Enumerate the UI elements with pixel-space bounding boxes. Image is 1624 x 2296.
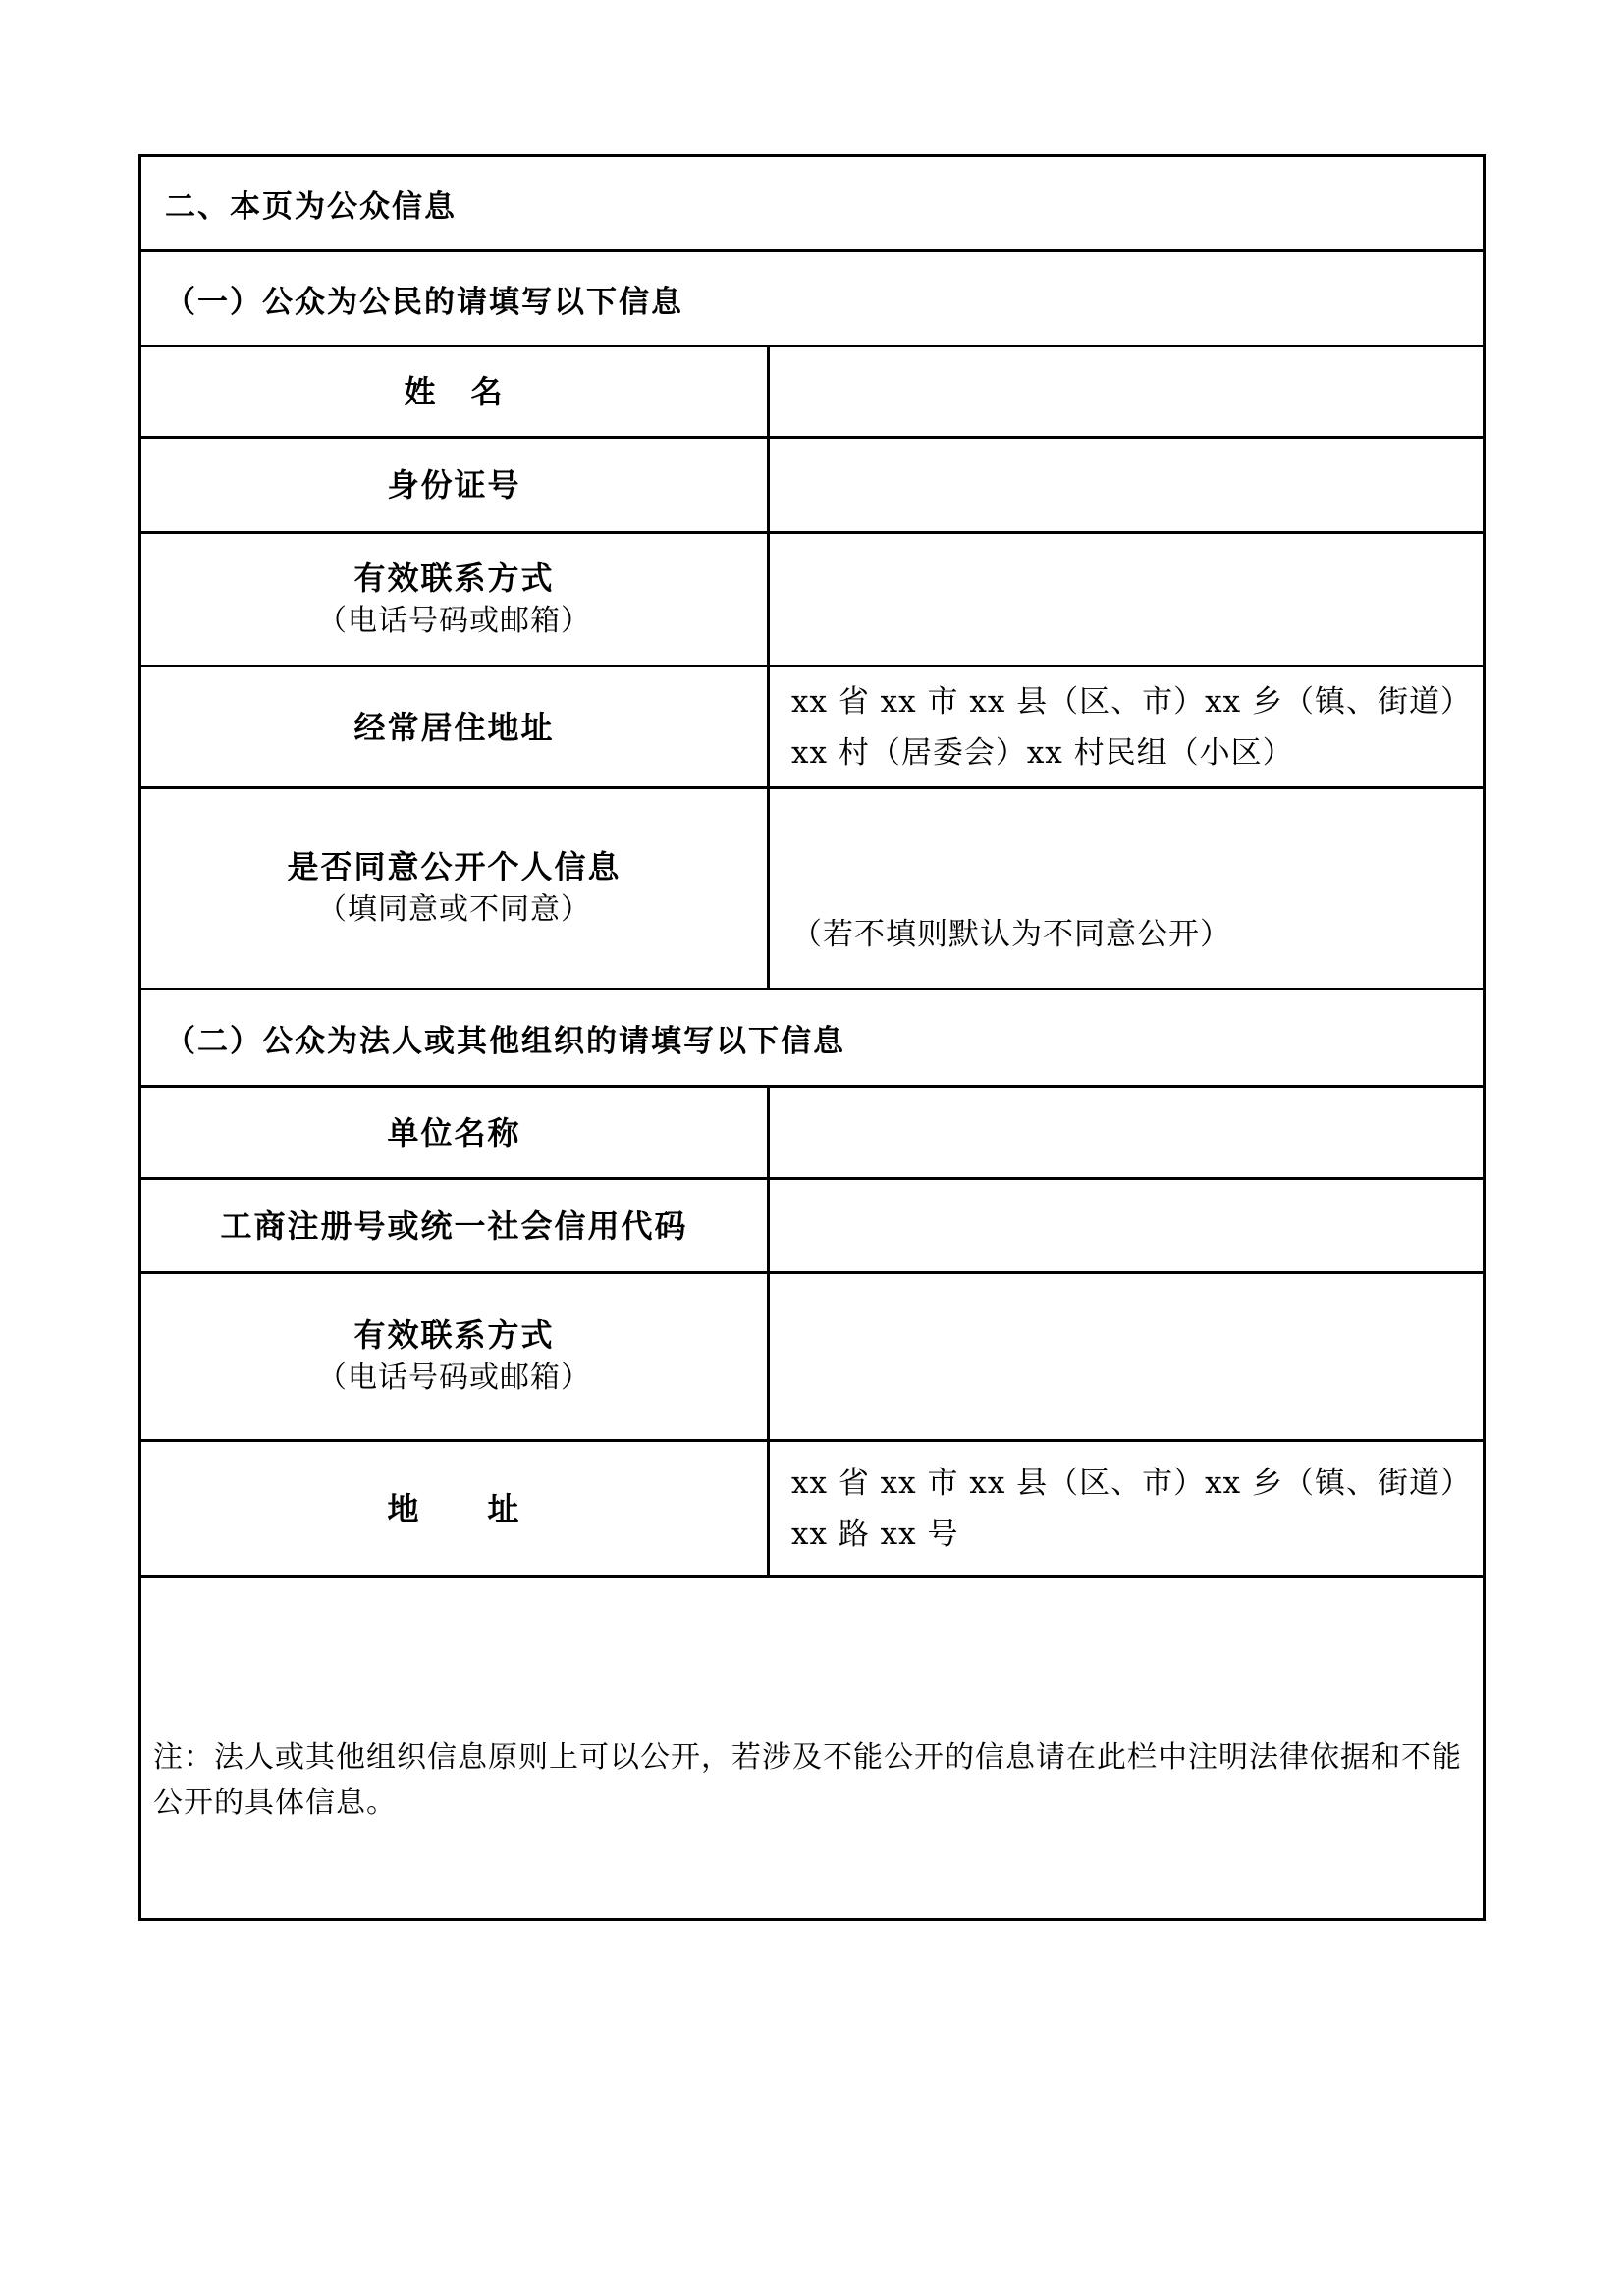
org-contact-label: 有效联系方式 [353, 1316, 555, 1354]
row-org-contact [141, 1274, 1483, 1442]
name-input-cell[interactable] [770, 347, 1483, 436]
legal-note: 注：法人或其他组织信息原则上可以公开，若涉及不能公开的信息请在此栏中注明法律依据和不能公开的具体信息。 [153, 1740, 1462, 1820]
org-address-value[interactable]: xx 省 xx 市 xx 县（区、市）xx 乡（镇、街道）xx 路 xx 号 [791, 1466, 1457, 1552]
row-citizen-contact [141, 534, 1483, 667]
section-header-public-info: 二、本页为公众信息 [141, 157, 1483, 252]
residence-address-label-cell [141, 667, 770, 786]
row-consent-disclosure [141, 789, 1483, 990]
credit-code-label-cell [141, 1180, 770, 1271]
section-header-organization: （二）公众为法人或其他组织的请填写以下信息 [141, 990, 1483, 1088]
citizen-contact-input-cell[interactable] [770, 534, 1483, 665]
org-contact-label-cell [141, 1274, 770, 1439]
credit-code-label: 工商注册号或统一社会信用代码 [220, 1206, 688, 1245]
consent-sublabel: （填同意或不同意） [317, 892, 591, 927]
org-contact-sublabel: （电话号码或邮箱） [317, 1361, 591, 1395]
org-address-label: 地 址 [387, 1490, 521, 1527]
org-name-label: 单位名称 [387, 1113, 521, 1151]
org-address-label-cell [141, 1442, 770, 1575]
row-residence-address [141, 667, 1483, 789]
citizen-contact-label: 有效联系方式 [353, 559, 555, 597]
consent-input-cell[interactable]: （若不填则默认为不同意公开） [791, 917, 1231, 952]
consent-label: 是否同意公开个人信息 [287, 848, 622, 885]
residence-address-label: 经常居住地址 [353, 708, 555, 746]
row-id-number [141, 439, 1483, 534]
citizen-contact-sublabel: （电话号码或邮箱） [317, 603, 591, 638]
citizen-contact-label-cell [141, 534, 770, 665]
residence-address-value[interactable]: xx 省 xx 市 xx 县（区、市）xx 乡（镇、街道）xx 村（居委会）xx 村民组（小区） [791, 683, 1457, 771]
row-credit-code [141, 1180, 1483, 1274]
name-label-cell [141, 347, 770, 436]
credit-code-input-cell[interactable] [770, 1180, 1483, 1271]
row-name [141, 347, 1483, 439]
org-contact-input-cell[interactable] [770, 1274, 1483, 1439]
public-information-form-table [138, 154, 1486, 1921]
row-org-address [141, 1442, 1483, 1578]
org-name-input-cell[interactable] [770, 1088, 1483, 1177]
id-number-label-cell [141, 439, 770, 531]
consent-label-cell [141, 789, 770, 988]
section-header-citizen: （一）公众为公民的请填写以下信息 [141, 252, 1483, 347]
row-org-name [141, 1088, 1483, 1180]
name-label: 姓 名 [404, 373, 505, 410]
id-number-input-cell[interactable] [770, 439, 1483, 531]
id-number-label: 身份证号 [387, 466, 521, 504]
org-name-label-cell [141, 1088, 770, 1177]
